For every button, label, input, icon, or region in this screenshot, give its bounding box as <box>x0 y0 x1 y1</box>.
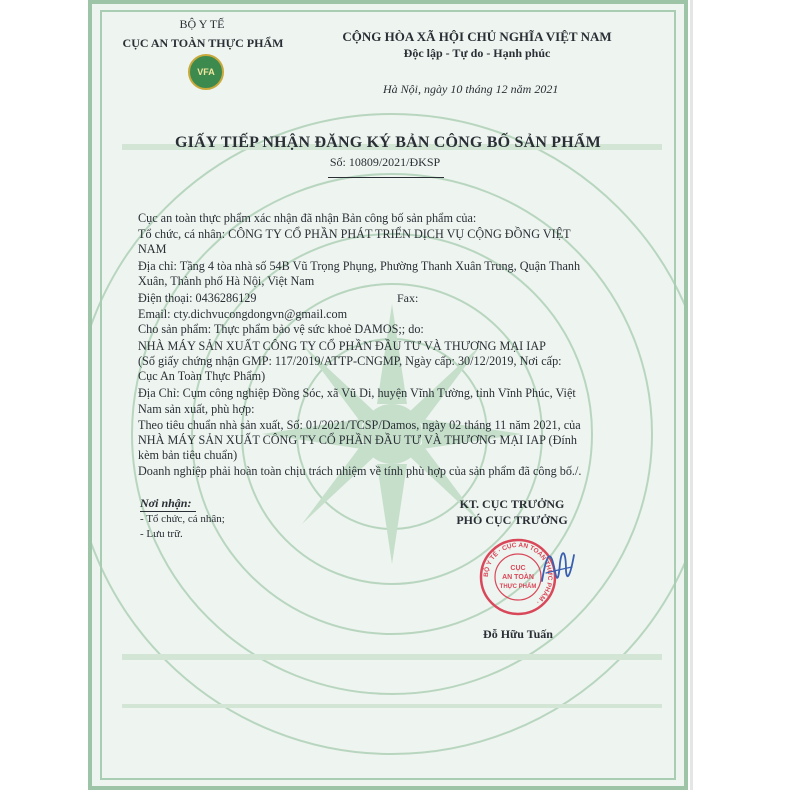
product-text: Cho sản phẩm: Thực phẩm bảo vệ sức khoẻ DAMOS;; do: <box>138 322 424 336</box>
fax-text: Fax: <box>397 291 419 305</box>
country-name: CỘNG HÒA XÃ HỘI CHỦ NGHĨA VIỆT NAM <box>342 29 612 44</box>
manufacturer-line-1: NHÀ MÁY SẢN XUẤT CÔNG TY CỔ PHẦN ĐẦU TƯ VÀ THƯƠNG MẠI IAP <box>138 339 546 353</box>
recipient-item-2: - Lưu trữ. <box>140 528 183 540</box>
stamp-ring-text: BỘ Y TẾ · CỤC AN TOÀN THỰC PHẨM · <box>482 541 554 606</box>
handwritten-signature <box>536 537 580 595</box>
recipient-item-1: - Tổ chức, cá nhân; <box>140 513 225 525</box>
vfa-logo <box>188 54 224 90</box>
standard-line-2: NHÀ MÁY SẢN XUẤT CÔNG TY CỔ PHẦN ĐẦU TƯ VÀ THƯƠNG MẠI IAP (Đính <box>138 433 577 447</box>
signer-title-2: PHÓ CỤC TRƯỞNG <box>456 513 568 527</box>
national-motto: Độc lập - Tự do - Hạnh phúc <box>403 46 551 60</box>
issue-date: Hà Nội, ngày 10 tháng 12 năm 2021 <box>383 82 559 96</box>
responsibility-text: Doanh nghiệp phải hoàn toàn chịu trách nhiệm về tính phù hợp của sản phẩm đã công bố./. <box>138 464 582 478</box>
standard-line-1: Theo tiêu chuẩn nhà sản xuất, Số: 01/2021/TCSP/Damos, ngày 02 tháng 11 năm 2021, của <box>138 418 581 432</box>
page-edge <box>690 0 693 790</box>
address-line-1: Địa chỉ: Tầng 4 tòa nhà số 54B Vũ Trọng Phụng, Phường Thanh Xuân Trung, Quận Thanh <box>138 259 581 273</box>
vfa-logo-text: VFA <box>197 67 215 77</box>
org-line-2: NAM <box>138 242 167 256</box>
manufacturer-line-3: Cục An Toàn Thực Phẩm) <box>138 369 266 383</box>
agency-name: CỤC AN TOÀN THỰC PHẨM <box>122 36 284 50</box>
stamp-center-2: AN TOÀN <box>502 574 534 581</box>
recipients-heading: Nơi nhận: <box>140 496 192 510</box>
standard-line-3: kèm bản tiêu chuẩn) <box>138 448 238 462</box>
email-text: Email: cty.dichvucongdongvn@gmail.com <box>138 307 348 321</box>
org-line-1: Tổ chức, cá nhân: CÔNG TY CỔ PHẦN PHÁT TRIỂN DỊCH VỤ CỘNG ĐỒNG VIỆT <box>138 227 571 241</box>
recipients-heading-underline <box>140 511 196 512</box>
intro-text: Cục an toàn thực phẩm xác nhận đã nhận Bản công bố sản phẩm của: <box>138 211 477 225</box>
ministry-name: BỘ Y TẾ <box>179 17 225 31</box>
manufacturer-line-2: (Số giấy chứng nhận GMP: 117/2019/ATTP-CNGMP, Ngày cấp: 30/12/2019, Nơi cấp: <box>138 354 562 368</box>
stamp-center-1: CỤC <box>510 565 526 572</box>
manufacturer-address-line-1: Địa Chỉ: Cụm công nghiệp Đồng Sóc, xã Vũ Di, huyện Vĩnh Tường, tỉnh Vĩnh Phúc, Việt <box>138 386 576 400</box>
manufacturer-address-line-2: Nam sản xuất, phù hợp: <box>138 402 255 416</box>
stamp-center-3: THỰC PHẨM <box>499 584 537 590</box>
signer-title-1: KT. CỤC TRƯỞNG <box>459 497 565 511</box>
signer-name: Đỗ Hữu Tuấn <box>483 627 553 641</box>
phone-text: Điện thoại: 0436286129 <box>138 291 257 305</box>
address-line-2: Xuân, Thành phố Hà Nội, Việt Nam <box>138 274 315 288</box>
document-title: GIẤY TIẾP NHẬN ĐĂNG KÝ BẢN CÔNG BỐ SẢN PHẨM <box>175 134 601 151</box>
document-number: Số: 10809/2021/ĐKSP <box>329 155 441 169</box>
title-underline <box>328 177 444 178</box>
